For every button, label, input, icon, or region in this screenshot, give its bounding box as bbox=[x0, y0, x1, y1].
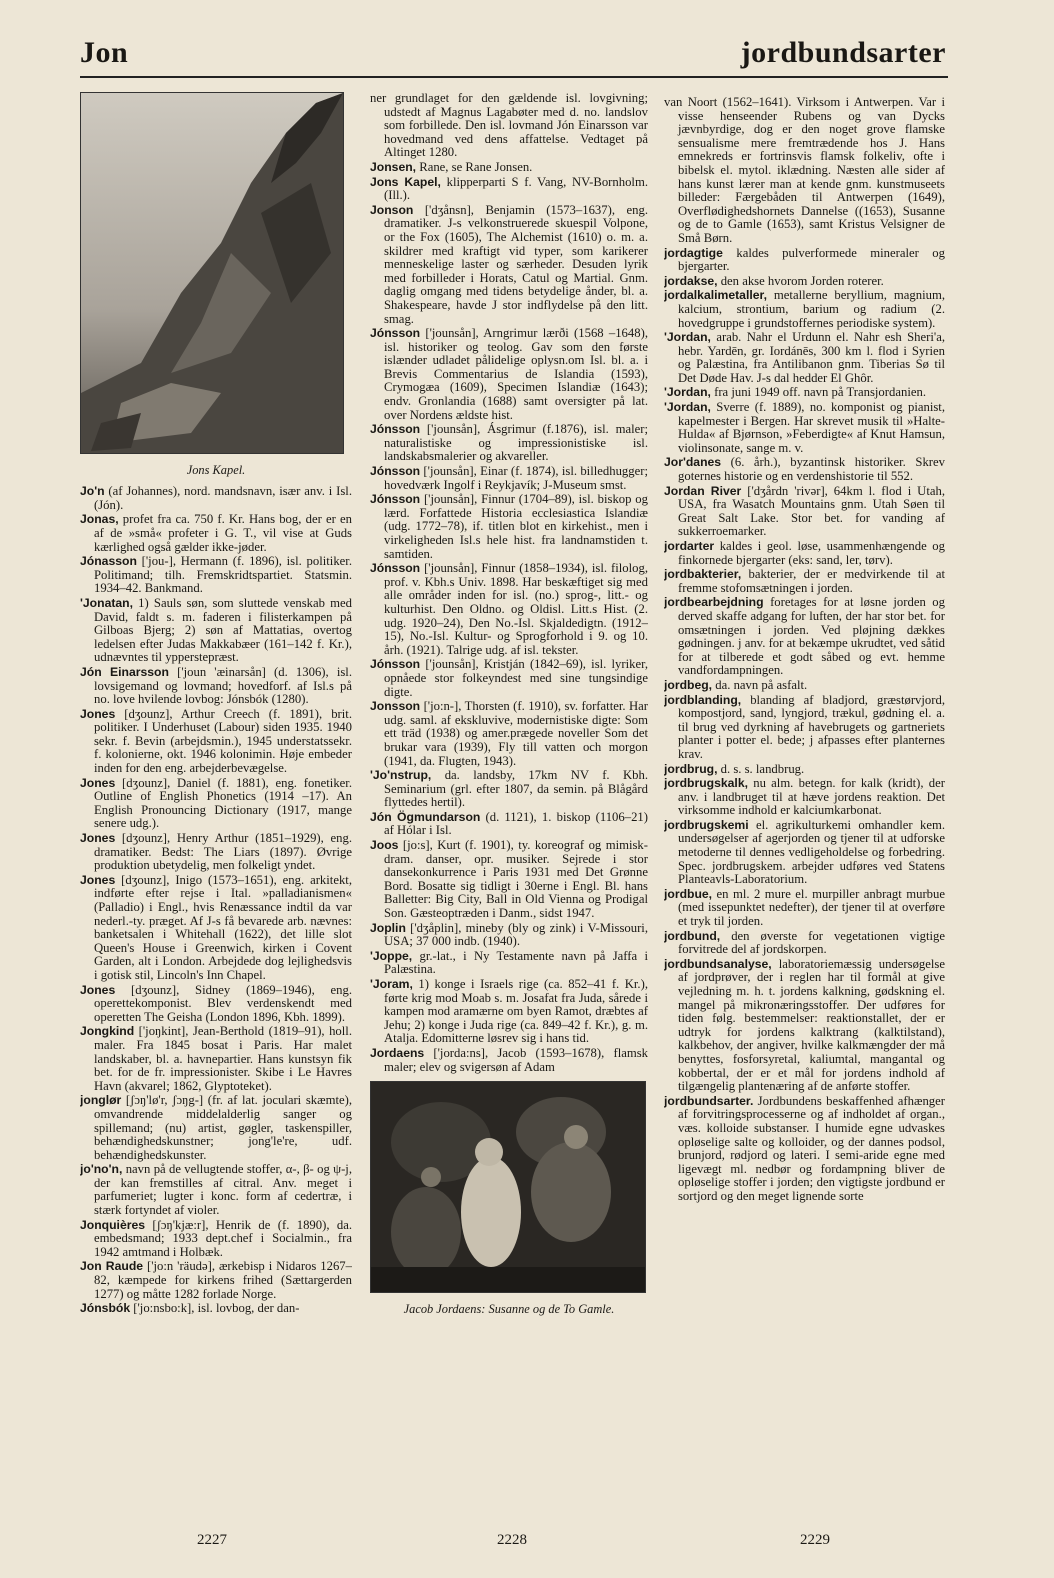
entry-headword: Jonas, bbox=[80, 512, 119, 527]
dictionary-entry bbox=[80, 1094, 352, 1162]
entry-headword: jordbund, bbox=[664, 928, 721, 943]
dictionary-entry bbox=[370, 978, 648, 1046]
dictionary-entry bbox=[80, 984, 352, 1025]
entry-text: 1) Sauls søn, som sluttede venskab med David, faldt s. m. faderen i filisterkampen på Gilboas Bjerg; 2) søn af Mattatias, overtog ledelsen efter Judas Makkabæer (161–142 f. Kr.), udnævntes til ypperstepræst. bbox=[94, 595, 352, 665]
dictionary-entry bbox=[370, 950, 648, 977]
entry-text: nu alm. betegn. for kalk (kridt), der anv. i landbruget til at hæve jordens reaktion. Det virksomme indhold er kalciumkarbonat. bbox=[678, 776, 945, 818]
entry-text: arab. Nahr el Urdunn el. Nahr esh Sheri'a, hebr. Yardēn, gr. Iordánēs, 300 km l. flod i Syrien og Palæstina, fra Antilibanon gnm. Tiberias Sø til Det Døde Hav. J-s dal hedder El Ghôr. bbox=[678, 330, 945, 385]
entry-text: ['dʒårdn 'rivər], 64km l. flod i Utah, USA, fra Wasatch Mountains gnm. Utah Søen til Great Salt Lake. Stor bet. for vanding af sukkerroemarker. bbox=[678, 483, 945, 539]
entry-text: Sverre (f. 1889), no. komponist og pianist, kapelmester i Bergen. Har skrevet musik til »Halte-Hulda« af Bjørnson, »Feberdigte« af Knut Hamsun, violinsonate, sange m. v. bbox=[678, 400, 945, 455]
entry-text: van Noort (1562–1641). Virksom i Antwerpen. Var i visse henseender Rubens og van Dycks jævnbyrdige, dog er den noget grove flamske sensualisme mere fremtrædende hos J. Hans emnekreds er fortrinsvis flamsk folkeliv, ofte i bibelsk el. mytol. iklædning. Næsten alle sider af hans kunst lærer man at kende gnm. kunstmuseets billeder: Færgebåden til Antwerpen (1649), Overflødighedshornets Dannelse ((1653), Susanne og de to Gamle (1653), samt Kristus Velsigner de Små Børn. bbox=[664, 96, 945, 245]
entry-headword: Jonsson bbox=[370, 699, 421, 714]
dictionary-entry bbox=[370, 465, 648, 492]
dictionary-entry bbox=[370, 176, 648, 203]
entry-headword: jordarter bbox=[664, 539, 715, 553]
entry-text: laboratoriemæssig undersøgelse af jordprøver, der i reglen har til formål at give vejledning m. h. t. jordens kalkning, gødskning el. mangel på mikronæringsstoffer. Der udføres for tiden følg. bestemmelser: reaktionstallet, der er udtryk for jordens kalktrang (kalktilstand), kalkbehov, der angiver, hvilke kalkmængder der må benyttes, fosforsyretal, kaliumtal, mangantal og kobbertal, der er et mål for jordens indhold af tilgængelig plantenæring af de anførte stoffer. bbox=[678, 956, 945, 1094]
entry-headword: Jones bbox=[80, 872, 116, 887]
dictionary-entry bbox=[664, 96, 945, 246]
dictionary-entry bbox=[664, 930, 945, 957]
entry-text: fra juni 1949 off. navn på Transjordanien. bbox=[710, 385, 926, 400]
entry-headword: jordbeg, bbox=[664, 677, 713, 692]
dictionary-entry bbox=[664, 540, 945, 567]
entry-headword: 'Joram, bbox=[370, 977, 413, 991]
entry-text: (d. 1121), 1. biskop (1106–21) af Hólar i Isl. bbox=[384, 809, 648, 838]
column-2 bbox=[370, 92, 648, 1524]
dictionary-entry bbox=[664, 888, 945, 929]
dictionary-entry bbox=[370, 161, 648, 175]
entry-headword: Jónsson bbox=[370, 657, 421, 672]
dictionary-entry bbox=[80, 708, 352, 776]
entry-headword: jordbearbejdning bbox=[664, 595, 764, 610]
dictionary-entry bbox=[370, 1047, 648, 1074]
entry-text: gr.-lat., i Ny Testamente navn på Jaffa i Palæstina. bbox=[384, 948, 648, 977]
entry-headword: Jons Kapel, bbox=[370, 174, 441, 189]
entry-headword: Jónsson bbox=[370, 561, 421, 576]
dictionary-entry bbox=[664, 386, 945, 400]
entry-text: ['joun 'æinarsån] (d. 1306), isl. lovsigemand og lovmand; hovedforf. af Isl.s på no. love hvilende lovbog: Jónsbók (1280). bbox=[94, 664, 352, 707]
entry-headword: jordbrug, bbox=[664, 761, 718, 776]
entry-headword: Jón Ögmundarson bbox=[370, 809, 481, 824]
entry-text: bakterier, der er medvirkende til at fremme stofomsætningen i jorden. bbox=[678, 567, 945, 595]
column-1 bbox=[80, 92, 352, 1524]
entry-text: ['jorda:ns], Jacob (1593–1678), flamsk maler; elev og svigersøn af Adam bbox=[384, 1045, 648, 1074]
dictionary-entry bbox=[80, 1025, 352, 1093]
entry-headword: Jones bbox=[80, 775, 116, 790]
dictionary-entry bbox=[80, 1163, 352, 1217]
dictionary-entry bbox=[664, 596, 945, 678]
dictionary-entry bbox=[664, 331, 945, 385]
entry-headword: 'Jonatan, bbox=[80, 595, 134, 610]
entry-text: (af Johannes), nord. mandsnavn, især anv. i Isl. (Jón). bbox=[94, 484, 352, 512]
page-number-right: 2229 bbox=[800, 1532, 830, 1548]
entry-text: da. navn på asfalt. bbox=[712, 677, 808, 692]
entry-headword: Jónasson bbox=[80, 554, 137, 569]
dictionary-entry bbox=[664, 763, 945, 777]
entry-text: Rane, se Rane Jonsen. bbox=[416, 159, 533, 174]
entry-text: [dʒounz], Inigo (1573–1651), eng. arkitekt, indførte efter rejse i Ital. »palladianismen« (Palladio) i Engl., hvis Renæssance indtil da var nederl.-ty. præget. Af J-s få bevarede arb. nævnes: banketsalen i Whitehall (1622), det lille slot Queen's House i Greenwich, kirken i Covent Garden, alt i London. Arbejdede dog lejlighedsvis i gotisk stil, Lincoln's Inn Chapel. bbox=[94, 872, 352, 982]
entry-text: den øverste for vegetationen vigtige forvitrede del af jordskorpen. bbox=[678, 928, 945, 957]
entry-headword: Jones bbox=[80, 982, 116, 997]
entry-headword: jordbue, bbox=[664, 886, 713, 901]
dictionary-entry bbox=[80, 555, 352, 596]
entry-text: profet fra ca. 750 f. Kr. Hans bog, der er en af de »små« profeter i G. T., vil vise at Guds kærlighed også gælder ikke-jøder. bbox=[94, 512, 352, 554]
running-head-right: jordbundsarter bbox=[740, 36, 946, 69]
page-number-middle: 2228 bbox=[497, 1532, 527, 1548]
entry-headword: Jordaens bbox=[370, 1045, 425, 1060]
dictionary-entry bbox=[370, 562, 648, 657]
dictionary-entry bbox=[80, 485, 352, 512]
column-3 bbox=[664, 96, 945, 1524]
entry-headword: Jones bbox=[80, 831, 116, 846]
dictionary-entry bbox=[80, 777, 352, 831]
entry-headword: Jonquières bbox=[80, 1217, 146, 1232]
dictionary-entry bbox=[664, 819, 945, 887]
entry-text: ['jou-], Hermann (f. 1896), isl. politiker. Politimand; tilh. Fremskridtspartiet. Statsmin. 1934–42. Bankmand. bbox=[94, 554, 352, 596]
entry-text: navn på de vellugtende stoffer, α-, β- og ψ-j, der kan fremstilles af citral. Anv. meget i parfumeriet; lugter i konc. form af cedertræ, i stærk fortyndet af violer. bbox=[94, 1162, 352, 1218]
dictionary-entry bbox=[370, 204, 648, 326]
entry-text: ['jo:nsbo:k], isl. lovbog, der dan- bbox=[130, 1301, 300, 1316]
entry-headword: 'Jordan, bbox=[664, 400, 711, 415]
entry-text: [ʃɔŋ'kjæ:r], Henrik de (f. 1890), da. embedsmand; 1933 dept.chef i Socialmin., fra 1942 amtmand i Holbæk. bbox=[94, 1217, 352, 1259]
entry-headword: jonglør bbox=[80, 1093, 122, 1108]
entry-text: ['jounsån], Arngrimur lærði (1568 –1648), isl. historiker og teolog. Gav som den første islænder udladet pålidelige oplysn.om Isl. bl. a. i Brevis Commentarius de Islandia (1593), Crymogæa (1609), Specimen Islandiæ (1643); endv. Gronlandia (1688) samt oversigter på lat. over Nordens ældste hist. bbox=[384, 326, 648, 422]
jons-kapel-photo bbox=[80, 92, 344, 454]
entry-headword: Joplin bbox=[370, 920, 406, 935]
entry-text: metallerne beryllium, magnium, kalcium, strontium, barium og radium (2. hovedgruppe i grundstoffernes periodiske system). bbox=[678, 288, 945, 330]
entry-headword: jordblanding, bbox=[664, 692, 742, 707]
entry-headword: jordbrugskemi bbox=[664, 817, 749, 832]
dictionary-entry bbox=[370, 700, 648, 768]
entry-headword: Jordan River bbox=[664, 483, 742, 498]
entry-text: [dʒounz], Daniel (f. 1881), eng. fonetiker. Outline of English Phonetics (1914 –17). An English Pronouncing Dictionary (1917, mange senere udg.). bbox=[94, 775, 352, 831]
entry-text: ['joŋkint], Jean-Berthold (1819–91), holl. maler. Fra 1845 bosat i Paris. Har malet landskaber, bl. a. havnepartier. Hans kunstsyn fik bet. for de fr. impressionister. Skibe i Le Havres Havn (akvarel; 1862, Glyptoteket). bbox=[94, 1024, 352, 1093]
entry-text: ['jounsån], Einar (f. 1874), isl. billedhugger; hovedværk Ingolf i Reykjavík; J-Museum smst. bbox=[384, 464, 648, 492]
entry-headword: Jonson bbox=[370, 202, 414, 217]
dictionary-entry bbox=[370, 811, 648, 838]
entry-text: kaldes pulverformede mineraler og bjergarter. bbox=[678, 245, 945, 274]
entry-headword: jordagtige bbox=[664, 245, 723, 260]
entry-text: [dʒounz], Sidney (1869–1946), eng. operettekomponist. Blev verdenskendt med operetten The Geisha (London 1896, Kbh. 1899). bbox=[94, 982, 352, 1024]
entry-text: [ʃɔŋ'lø'r, ʃɔŋg-] (fr. af lat. joculari skæmte), omvandrende middelalderlig sanger og spillemand; (nu) artist, gøgler, taskenspiller, behændighedskunstner; jong'le're, udf. behændighedskunster. bbox=[94, 1093, 352, 1162]
entry-text: ['jounsån], Kristján (1842–69), isl. lyriker, opnåede stor folkeyndest med sine tungsindige digte. bbox=[384, 657, 648, 699]
entry-text: en ml. 2 mure el. murpiller anbragt murbue (med issepunktet nedefter), der tjener til at overføre et tryk til jorden. bbox=[678, 886, 945, 929]
dictionary-entry bbox=[370, 658, 648, 699]
entry-headword: Jónsson bbox=[370, 492, 421, 507]
dictionary-entry bbox=[80, 874, 352, 983]
dictionary-entry bbox=[664, 456, 945, 483]
entry-text: ner grundlaget for den gældende isl. lovgivning; udstedt af Magnus Lagabøter med d. no. landslov som forbillede. Den isl. lovmand Jón Einarsson var hovedmand ved dens affattelse. Vedtaget på Altinget 1280. bbox=[370, 92, 648, 160]
dictionary-entry bbox=[664, 247, 945, 274]
dictionary-entry bbox=[664, 485, 945, 539]
entry-text: ['jo:n 'räudə], ærkebisp i Nidaros 1267–82, kæmpede for kirkens frihed (Sættargerden 1277) og måtte 1282 forlade Norge. bbox=[94, 1259, 352, 1301]
dictionary-entry bbox=[80, 1302, 352, 1316]
page-number-left: 2227 bbox=[197, 1532, 227, 1548]
entry-headword: Jonsen, bbox=[370, 159, 417, 174]
entry-headword: jordakse, bbox=[664, 273, 718, 288]
entry-text: ['jounsån], Ásgrimur (f.1876), isl. maler; naturalistiske og impressionistiske isl. landskabsmalerier og akvareller. bbox=[384, 422, 648, 464]
dictionary-entry bbox=[370, 423, 648, 464]
entry-text: klipperparti S f. Vang, NV-Bornholm. (Ill.). bbox=[384, 174, 648, 203]
dictionary-entry bbox=[664, 289, 945, 330]
entry-headword: Jónsson bbox=[370, 422, 421, 437]
dictionary-entry bbox=[664, 777, 945, 818]
dictionary-entry bbox=[664, 568, 945, 595]
entry-text: den akse hvorom Jorden roterer. bbox=[717, 273, 884, 288]
dictionary-entry bbox=[370, 769, 648, 810]
dictionary-entry bbox=[664, 694, 945, 762]
painting-caption: Jacob Jordaens: Susanne og de To Gamle. bbox=[403, 1301, 615, 1316]
dictionary-entry bbox=[664, 401, 945, 455]
entry-text: el. agrikulturkemi omhandler kem. undersøgelser af agerjorden og tjener til at udforske metoderne til dennes vedligeholdelse og forbedring. Spec. jordbrugskem. arbejder udføres ved Statens Planteavls-Laboratorium. bbox=[678, 817, 945, 887]
running-head-left: Jon bbox=[80, 36, 129, 69]
dictionary-entry bbox=[80, 1260, 352, 1301]
entry-headword: Jor'danes bbox=[664, 455, 722, 470]
entry-headword: Jongkind bbox=[80, 1024, 135, 1039]
entry-text: foretages for at løsne jorden og derved skaffe adgang for luften, der har stor bet. for omsætningen i jorden. Ved pløjning dækkes gødningen. j anv. for at bekæmpe ukrudtet, ved såtid for at tilberede et godt såbed og evt. hemme vandfordampningen. bbox=[678, 595, 945, 678]
entry-headword: Jónsson bbox=[370, 464, 421, 479]
entry-headword: 'Jo'nstrup, bbox=[370, 768, 432, 783]
entry-text: [dʒounz], Henry Arthur (1851–1929), eng. dramatiker. Bedst: The Liars (1897). Øvrige produktion ubetydelig, men folkeligt yndet. bbox=[94, 831, 352, 873]
entry-text: blanding af bladjord, græstørvjord, kompostjord, sand, lyngjord, trækul, gødning el. a. til brug ved dyrkning af havebrugets og gartneriets planter i potter el. bede; j afpasses efter planternes krav. bbox=[678, 692, 945, 761]
dictionary-entry bbox=[370, 92, 648, 160]
entry-headword: jordbundsarter. bbox=[664, 1093, 754, 1108]
entry-headword: Jón Einarsson bbox=[80, 664, 169, 679]
entry-text: kaldes i geol. løse, usammenhængende og finkornede bjergarter (eks: sand, ler, tørv). bbox=[678, 539, 945, 567]
entry-headword: 'Jordan, bbox=[664, 385, 711, 400]
entry-headword: jordbundsanalyse, bbox=[664, 956, 772, 971]
dictionary-entry bbox=[370, 493, 648, 561]
entry-headword: Jónsbók bbox=[80, 1301, 131, 1316]
dictionary-entry bbox=[370, 839, 648, 921]
entry-text: ['dʒåplin], mineby (bly og zink) i V-Missouri, USA; 37 000 indb. (1940). bbox=[384, 920, 648, 949]
dictionary-entry bbox=[80, 597, 352, 665]
entry-headword: jordalkalimetaller, bbox=[664, 288, 767, 303]
entry-text: ['jounsån], Finnur (1704–89), isl. biskop og lærd. Forfattede Historia ecclesiastica Islandiæ (udg. 1772–78), if. titlen blot en kirkehist., men i virkeligheden Isl.s hele hist. fra landnamstiden t. samtiden. bbox=[384, 492, 648, 561]
entry-headword: jordbakterier, bbox=[664, 567, 742, 582]
dictionary-entry bbox=[80, 832, 352, 873]
header-rule bbox=[80, 76, 948, 78]
entry-headword: Jo'n bbox=[80, 484, 105, 499]
dictionary-entry bbox=[370, 922, 648, 949]
entry-text: d. s. s. landbrug. bbox=[717, 761, 805, 776]
entry-text: ['dʒånsn], Benjamin (1573–1637), eng. dramatiker. J-s velkonstruerede skuespil Volpone, or the Fox (1605), The Alchemist (1610) o. m. a. skildrer med kraftigt vid typer, som karikerer menneskelige laster og særheder. Desuden lyrik med forbilleder i Horats, Catul og Martial. Gnm. daglig omgang med tidens betydelige ånder, bl. a. Shakespeare, havde J stor indflydelse på den litt. smag. bbox=[384, 202, 648, 326]
entry-text: ['jo:n-], Thorsten (f. 1910), sv. forfatter. Har udg. saml. af ekskluvive, modernistiske digte: Som ett träd (1938) og amer.prægede noveller Som det brukar vara (1939), Fly till vatten och morgon (1941, da. Flugten, 1943). bbox=[384, 699, 648, 768]
entry-text: ['jounsån], Finnur (1858–1934), isl. filolog, prof. v. Kbh.s Univ. 1898. Har beskæftiget sig med alle områder inden for isl. (no.) sprog-, litt.- og kulturhist. Den Oldno. og Oldisl. Litt.s Hist. (2. udg. 1920–24), Den No.-Isl. Skjaldedigtn. (1912–15), No.-Isl. Kultur- og Sprogforhold i 9. og 10. årh. (1921). Talrige udg. af isl. tekster. bbox=[384, 561, 648, 657]
entry-text: [dʒounz], Arthur Creech (f. 1891), brit. politiker. I Underhuset (Labour) siden 1935. 1940 sekr. f. Bevin (arbejdsmin.), 1945 understatssekr. f. kolonierne, okt. 1946 kolonimin. Høje embeder inden for den eng. arbejderbevægelse. bbox=[94, 706, 352, 776]
dictionary-entry bbox=[370, 327, 648, 422]
entry-headword: 'Joppe, bbox=[370, 948, 413, 963]
susanne-painting bbox=[370, 1081, 646, 1293]
entry-text: [jo:s], Kurt (f. 1901), ty. koreograf og mimisk-dram. danser, opr. musiker. Sejrede i stor dansekonkurrence i Paris 1931 med Det Grønne Bord. Bosatte sig tidligt i 30erne i Engl. Bl. hans Balletter: Big City, Ball in Old Vienna og Prodigal Son. Gæsteoptræden i Danm., sidst 1947. bbox=[384, 838, 648, 921]
entry-headword: Joos bbox=[370, 838, 399, 853]
dictionary-entry bbox=[80, 1219, 352, 1260]
entry-headword: jordbrugskalk, bbox=[664, 776, 748, 791]
entry-headword: Jones bbox=[80, 706, 116, 721]
entry-text: da. landsby, 17km NV f. Kbh. Seminarium (grl. efter 1807, da semin. på Blågård flyttedes hertil). bbox=[384, 768, 648, 810]
dictionary-entry bbox=[664, 958, 945, 1094]
entry-headword: Jónsson bbox=[370, 326, 421, 341]
dictionary-entry bbox=[664, 1095, 945, 1204]
entry-headword: Jon Raude bbox=[80, 1259, 144, 1274]
entry-headword: 'Jordan, bbox=[664, 330, 711, 345]
dictionary-entry bbox=[80, 513, 352, 554]
entry-text: Jordbundens beskaffenhed afhænger af forvitringsprocesserne og af indholdet af organ., væs. kolloide substanser. I humide egne udvaskes opløselige salte og kolloider, og der dannes podsol, brunjord, rødjord og lateri. I semi-aride egne med ligevægt ml. nedbør og fordampning bliver de opløselige stoffer i jorden; den vigtigste jordbund er sortjord og den meget lignende sorte bbox=[678, 1093, 945, 1203]
photo-caption: Jons Kapel. bbox=[186, 462, 246, 477]
entry-text: 1) konge i Israels rige (ca. 852–41 f. Kr.), førte krig mod Moab s. m. Josafat fra Juda, sårede i kampen mod aramærne om byen Ramot, dræbtes af Jehu; 2) konge i Juda rige (ca. 849–42 f. Kr.), g. m. Atalja. Edomitterne løsrev sig i hans tid. bbox=[384, 977, 648, 1046]
dictionary-entry bbox=[80, 666, 352, 707]
dictionary-entry bbox=[664, 679, 945, 693]
dictionary-entry bbox=[664, 275, 945, 289]
entry-text: (6. årh.), byzantinsk historiker. Skrev goternes historie og en verdenshistorie til 552. bbox=[678, 455, 945, 484]
entry-headword: jo'no'n, bbox=[80, 1162, 123, 1177]
